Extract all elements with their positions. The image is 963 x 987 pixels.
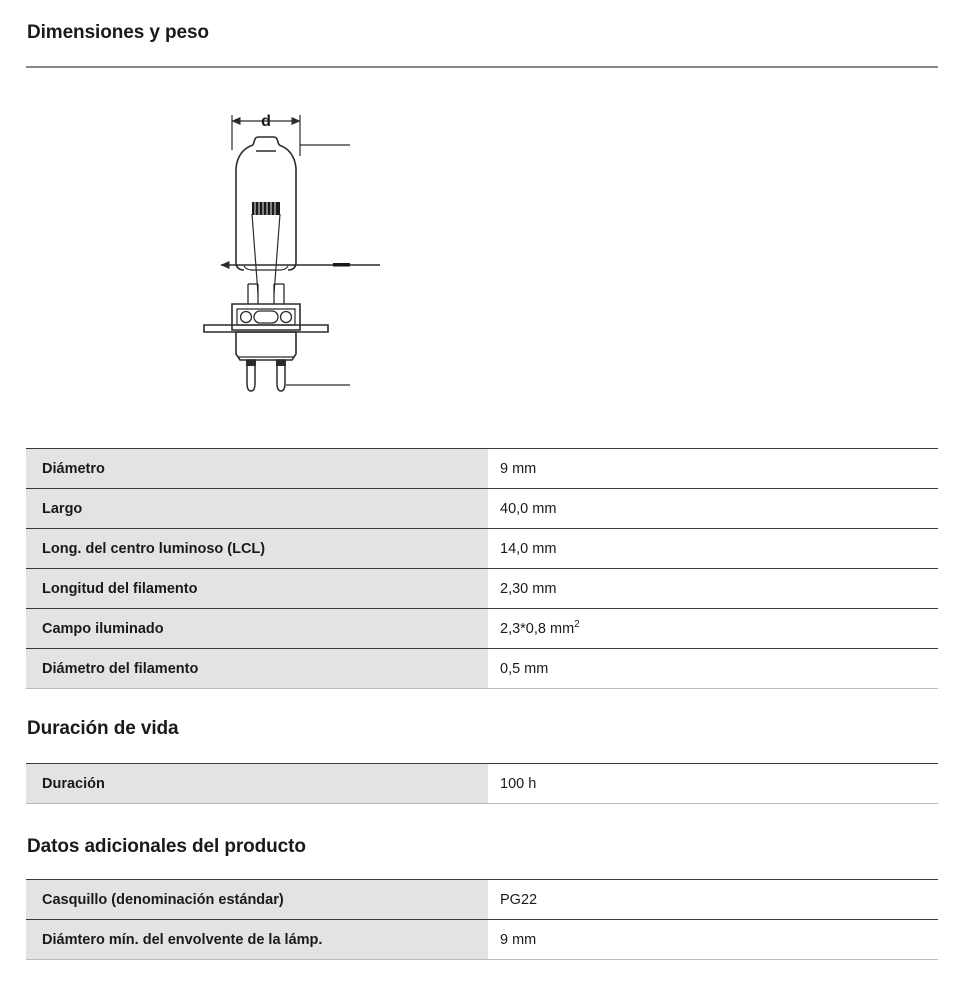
row-value-text: 2,3*0,8 mm <box>500 620 575 637</box>
row-label: Diámetro <box>26 449 488 489</box>
row-label: Campo iluminado <box>26 609 488 649</box>
table-row <box>26 489 938 529</box>
row-value: PG22 <box>488 880 938 920</box>
row-label: Duración <box>26 764 488 804</box>
table-row <box>26 529 938 569</box>
section-heading-lifetime: Duración de vida <box>27 718 179 739</box>
row-value: 0,5 mm <box>488 649 938 689</box>
row-value: 14,0 mm <box>488 529 938 569</box>
table-row <box>26 569 938 609</box>
row-label: Largo <box>26 489 488 529</box>
row-label: Diámetro del filamento <box>26 649 488 689</box>
row-value: 9 mm <box>488 449 938 489</box>
row-value: 2,30 mm <box>488 569 938 609</box>
filament-coil <box>252 202 280 215</box>
pin-collars <box>246 360 286 366</box>
lifetime-table <box>26 763 938 804</box>
row-value <box>488 609 938 649</box>
table-row <box>26 764 938 804</box>
row-value-superscript: 2 <box>574 618 580 630</box>
row-label: Casquillo (denominación estándar) <box>26 880 488 920</box>
dimensions-table <box>26 448 938 689</box>
row-label: Long. del centro luminoso (LCL) <box>26 529 488 569</box>
table-row <box>26 880 938 920</box>
halogen-lamp-technical-drawing <box>190 98 380 408</box>
table-row <box>26 449 938 489</box>
section-heading-additional-data: Datos adicionales del producto <box>27 836 306 857</box>
base-face-details <box>241 311 292 323</box>
length-dimension-label <box>333 263 350 267</box>
section-divider-dimensions <box>26 66 938 68</box>
row-value: 40,0 mm <box>488 489 938 529</box>
table-row <box>26 609 938 649</box>
additional-product-data-table <box>26 879 938 960</box>
diameter-dimension-label: d <box>261 113 271 130</box>
row-value: 9 mm <box>488 920 938 960</box>
table-row <box>26 920 938 960</box>
row-label: Longitud del filamento <box>26 569 488 609</box>
table-row <box>26 649 938 689</box>
lamp-drawing-svg <box>190 98 380 408</box>
row-value: 100 h <box>488 764 938 804</box>
section-heading-dimensions: Dimensiones y peso <box>27 22 209 43</box>
row-label: Diámtero mín. del envolvente de la lámp. <box>26 920 488 960</box>
